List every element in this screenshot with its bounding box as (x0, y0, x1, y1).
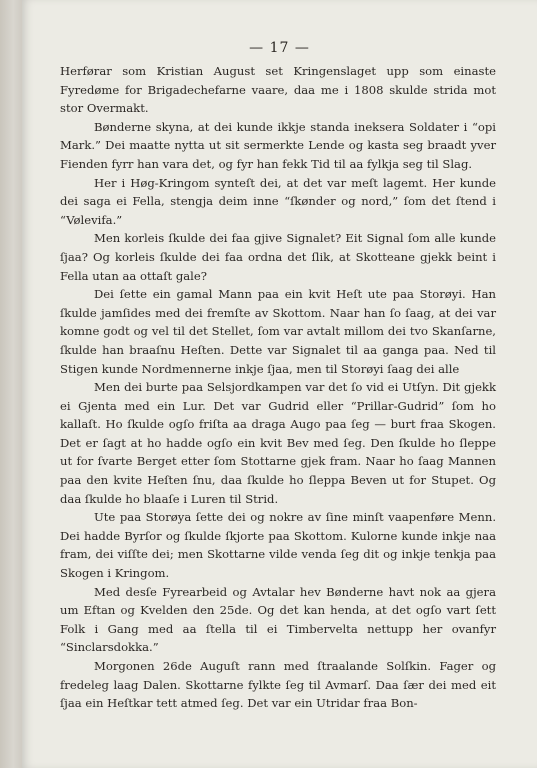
book-page (22, 0, 537, 768)
paragraph: Med desſe Fyrearbeid og Avtalar hev Bønderne havt nok aa gjera um Eftan og Kvelden den 25de. Og det kan henda, at det ogſo vart ſett Folk i Gang med aa ſtella til ei Timbervelta nettupp her ovanfyr “Sinclarsdokka.” (60, 584, 496, 655)
paragraph: Dei ſette ein gamal Mann paa ein kvit Heſt ute paa Storøyi. Han ſkulde jamſides med dei fremſte av Skottom. Naar han ſo ſaag, at dei var komne godt og vel til det Stellet, ſom var avtalt millom dei tvo Skanſarne, ſkulde han braaſnu Heſten. Dette var Signalet til aa ganga paa. Ned til Stigen kunde Nordmennerne inkje ſjaa, men til Storøyi ſaag dei alle (60, 287, 496, 376)
page-number: — 17 — (249, 40, 310, 56)
paragraph: Her i Høg-Kringom synteſt dei, at det var meſt lagemt. Her kunde dei saga ei Fella, stengja deim inne “ſkønder og nord,” ſom det ſtend i “Vølevifa.” (60, 175, 496, 227)
paragraph: Ute paa Storøya ſette dei og nokre av ſine minſt vaapenføre Menn. Dei hadde Byrſor og ſkulde ſkjorte paa Skottom. Kulorne kunde inkje naa fram, dei viſſte dei; men Skottarne vilde venda ſeg dit og inkje tenkja paa Skogen i Kringom. (60, 510, 496, 581)
paragraph: Bønderne skyna, at dei kunde ikkje standa ineksera Soldater i “opi Mark.” Dei maatte nytta ut sit sermerkte Lende og kasta seg braadt yver Fienden fyrr han vara det, og fyr han fekk Tid til aa fylkja seg til Slag. (60, 119, 496, 171)
body-text (60, 62, 496, 713)
book-gutter (0, 0, 22, 768)
paragraph: Men korleis ſkulde dei faa gjive Signalet? Eit Signal ſom alle kunde ſjaa? Og korleis ſkulde dei faa ordna det ſlik, at Skotteane gjekk beint i Fella utan aa ottaſt gale? (60, 231, 496, 283)
paragraph: Herførar som Kristian August set Kringenslaget upp som einaste Fyredøme for Brigadechefarne vaare, daa me i 1808 skulde strida mot stor Overmakt. (60, 64, 496, 116)
paragraph: Morgonen 26de Auguſt rann med ſtraalande Solſkin. Fager og fredeleg laag Dalen. Skottarne fylkte ſeg til Avmarſ. Daa ſær dei med eit ſjaa ein Heſtkar tett atmed ſeg. Det var ein Utridar fraa Bon- (60, 659, 496, 711)
paragraph: Men dei burte paa Selsjordkampen var det ſo vid ei Utſyn. Dit gjekk ei Gjenta med ein Lur. Det var Gudrid eller “Prillar-Gudrid” ſom ho kallaſt. Ho ſkulde ogſo friſta aa draga Augo paa ſeg — burt fraa Skogen. Det er ſagt at ho hadde ogſo ein kvit Bev med ſeg. Den ſkulde ho ſleppe ut for ſvarte Berget etter ſom Stottarne gjek fram. Naar ho ſaag Mannen paa den kvite Heſten ſnu, daa ſkulde ho ſleppa Beven ut for Stupet. Og daa ſkulde ho blaaſe i Luren til Strid. (60, 380, 496, 506)
